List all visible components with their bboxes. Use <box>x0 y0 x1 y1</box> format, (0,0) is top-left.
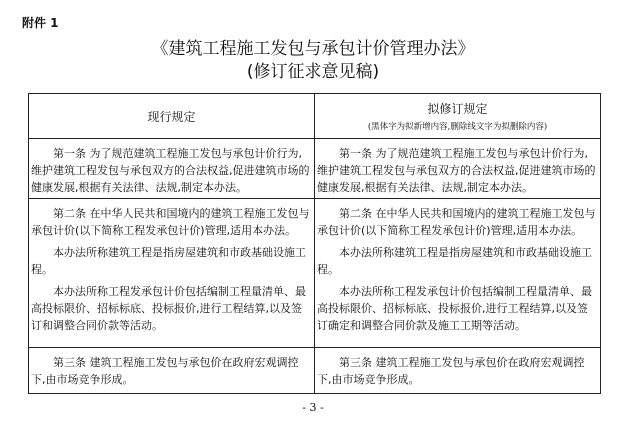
article-paragraph: 第一条 为了规范建筑工程施工发包与承包计价行为,维护建筑工程发包与承包双方的合法权益,促进建筑市场的健康发展,根据有关法律、法规,制定本办法。 <box>317 147 596 194</box>
proposed-rule-cell <box>315 199 601 348</box>
page-number: - 3 - <box>302 401 324 414</box>
table-row <box>29 139 601 199</box>
comparison-table <box>28 93 601 394</box>
current-rule-cell <box>29 139 315 199</box>
header-current-label: 现行规定 <box>147 109 196 124</box>
proposed-rule-cell <box>315 348 601 394</box>
document-subtitle: (修订征求意见稿) <box>246 62 380 82</box>
document-title: 《建筑工程施工发包与承包计价管理办法》 <box>151 39 475 59</box>
proposed-rule-cell <box>315 139 601 199</box>
article-paragraph: 第二条 在中华人民共和国境内的建筑工程施工发包与承包计价(以下简称工程发承包计价)管理,适用本办法。 <box>31 207 310 237</box>
article-paragraph: 本办法所称建筑工程是指房屋建筑和市政基础设施工程。 <box>317 246 592 276</box>
current-rule-cell <box>29 348 315 394</box>
article-paragraph: 第二条 在中华人民共和国境内的建筑工程施工发包与承包计价(以下简称工程发承包计价)管理,适用本办法。 <box>317 207 596 237</box>
article-paragraph: 第一条 为了规范建筑工程施工发包与承包计价行为,维护建筑工程发包与承包双方的合法权益,促进建筑市场的健康发展,根据有关法律、法规,制定本办法。 <box>31 147 310 194</box>
table-row <box>29 199 601 348</box>
header-proposed-rules <box>315 94 601 139</box>
header-proposed-note: (黑体字为拟新增内容,删除线文字为拟删除内容) <box>367 122 548 132</box>
article-paragraph: 本办法所称工程发承包计价包括编制工程量清单、最高投标限价、招标标底、投标报价,进行工程结算,以及签订和调整合同价款等活动。 <box>31 285 306 332</box>
article-paragraph: 本办法所称工程发承包计价包括编制工程量清单、最高投标限价、招标标底、投标报价,进行工程结算,以及签订确定和调整合同价款及施工工期等活动。 <box>317 285 592 332</box>
article-paragraph: 第三条 建筑工程施工发包与承包价在政府宏观调控下,由市场竞争形成。 <box>31 356 299 386</box>
attachment-label: 附件 1 <box>22 16 59 30</box>
header-current-rules <box>29 94 315 139</box>
article-paragraph: 第三条 建筑工程施工发包与承包价在政府宏观调控下,由市场竞争形成。 <box>317 356 585 386</box>
table-row <box>29 348 601 394</box>
header-proposed-label: 拟修订规定 <box>427 102 488 116</box>
current-rule-cell <box>29 199 315 348</box>
article-paragraph: 本办法所称建筑工程是指房屋建筑和市政基础设施工程。 <box>31 246 306 276</box>
